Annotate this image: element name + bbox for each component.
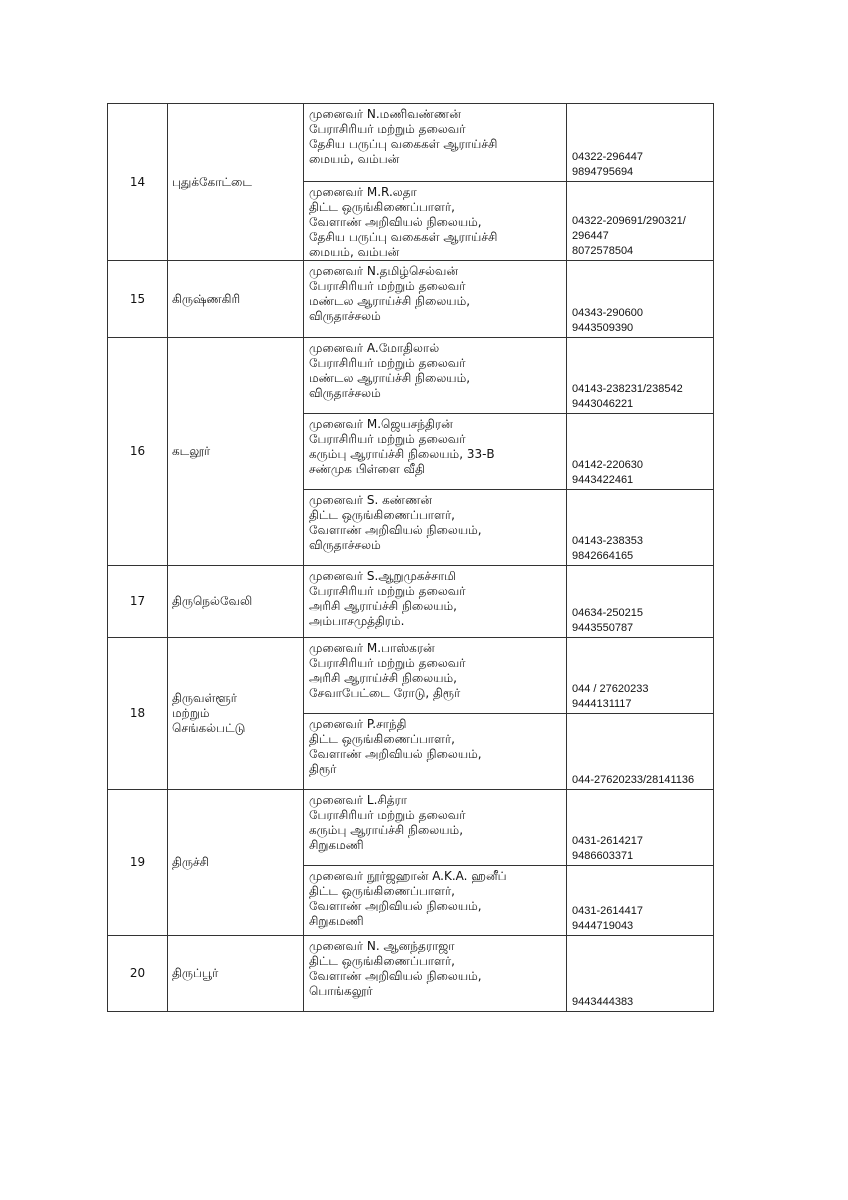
contact-line: திரூர் — [309, 762, 337, 776]
phone-numbers — [567, 414, 714, 490]
contact-line: தேசிய பருப்பு வகைகள் ஆராய்ச்சி — [309, 230, 498, 244]
district-name — [168, 790, 304, 936]
phone-number: 04322-296447 — [572, 151, 643, 163]
contact-line: கரும்பு ஆராய்ச்சி நிலையம், 33-B — [309, 447, 495, 461]
contact-line: வேளாண் அறிவியல் நிலையம், — [309, 969, 482, 983]
contact-line: முனைவர் S.ஆறுமுகச்சாமி — [309, 569, 456, 583]
district-name — [168, 936, 304, 1012]
contact-line: பேராசிரியர் மற்றும் தலைவர் — [309, 279, 466, 293]
contact-line: திட்ட ஒருங்கிணைப்பாளர், — [309, 954, 455, 968]
contact-line: முனைவர் N. ஆனந்தராஜா — [309, 939, 455, 953]
contact-line: பொங்கலூர் — [309, 984, 373, 998]
phone-numbers — [567, 338, 714, 414]
district-name — [168, 338, 304, 566]
district-line: புதுக்கோட்டை — [172, 174, 252, 189]
contact-details — [304, 790, 567, 866]
phone-numbers — [567, 790, 714, 866]
contact-line: வேளாண் அறிவியல் நிலையம், — [309, 747, 482, 761]
contact-line: முனைவர் P.சாந்தி — [309, 717, 407, 731]
contact-line: வேளாண் அறிவியல் நிலையம், — [309, 899, 482, 913]
table-row — [108, 566, 714, 638]
phone-numbers — [567, 936, 714, 1012]
phone-number: 0431-2614217 — [572, 835, 643, 847]
serial-number: 17 — [108, 566, 168, 638]
table-row — [108, 104, 714, 182]
contact-line: சண்முக பிள்ளை வீதி — [309, 462, 425, 476]
district-line: திருப்பூர் — [172, 966, 219, 980]
contact-line: பேராசிரியர் மற்றும் தலைவர் — [309, 808, 466, 822]
contact-line: மையம், வம்பன் — [309, 245, 400, 259]
contact-details — [304, 182, 567, 261]
district-line: கிருஷ்ணகிரி — [172, 291, 241, 306]
district-line: திருநெல்வேலி — [172, 594, 253, 608]
phone-numbers — [567, 866, 714, 936]
phone-number: 9486603371 — [572, 850, 634, 862]
phone-numbers — [567, 714, 714, 790]
district-line: திருவள்ளூர் — [172, 691, 237, 705]
contact-line: முனைவர் S. கண்ணன் — [309, 493, 432, 507]
phone-numbers — [567, 104, 714, 182]
phone-number: 04322-209691/290321/ — [572, 215, 686, 227]
district-name — [168, 104, 304, 261]
phone-number: 04343-290600 — [572, 307, 643, 319]
contact-line: முனைவர் A.மோதிலால் — [309, 341, 440, 355]
serial-number: 20 — [108, 936, 168, 1012]
phone-number: 9894795694 — [572, 166, 634, 178]
contact-details — [304, 414, 567, 490]
contact-details — [304, 866, 567, 936]
phone-number: 8072578504 — [572, 245, 634, 257]
table-row — [108, 338, 714, 414]
contact-line: முனைவர் நூர்ஜஹான் A.K.A. ஹனீப் — [309, 869, 507, 883]
contact-details — [304, 261, 567, 338]
contact-line: தேசிய பருப்பு வகைகள் ஆராய்ச்சி — [309, 137, 498, 151]
phone-number: 9842664165 — [572, 550, 634, 562]
contact-line: அரிசி ஆராய்ச்சி நிலையம், — [309, 671, 457, 685]
contact-line: சிறுகமணி — [309, 838, 364, 852]
district-line: செங்கல்பட்டு — [172, 721, 246, 735]
table-row — [108, 638, 714, 714]
contact-line: மையம், வம்பன் — [309, 152, 400, 166]
contact-line: பேராசிரியர் மற்றும் தலைவர் — [309, 656, 466, 670]
district-line: திருச்சி — [172, 855, 209, 869]
phone-number: 044-27620233/28141136 — [572, 774, 695, 786]
contact-line: மண்டல ஆராய்ச்சி நிலையம், — [309, 294, 471, 308]
phone-number: 9443046221 — [572, 398, 634, 410]
serial-number: 19 — [108, 790, 168, 936]
contact-line: முனைவர் M.R.லதா — [309, 185, 417, 199]
contact-line: திட்ட ஒருங்கிணைப்பாளர், — [309, 732, 455, 746]
contact-details — [304, 566, 567, 638]
phone-numbers — [567, 566, 714, 638]
phone-number: 9443422461 — [572, 474, 634, 486]
contact-line: சிறுகமணி — [309, 914, 364, 928]
phone-number: 9444719043 — [572, 920, 634, 932]
contact-line: சேவாபேட்டை ரோடு, திரூர் — [309, 686, 461, 700]
phone-number: 9443509390 — [572, 322, 634, 334]
phone-numbers — [567, 638, 714, 714]
contact-line: பேராசிரியர் மற்றும் தலைவர் — [309, 356, 466, 370]
serial-number: 16 — [108, 338, 168, 566]
contact-line: விருதாச்சலம் — [309, 538, 381, 552]
phone-numbers — [567, 182, 714, 261]
phone-number: 044 / 27620233 — [572, 683, 649, 695]
contacts-table-body — [108, 104, 714, 1012]
contact-line: மண்டல ஆராய்ச்சி நிலையம், — [309, 371, 471, 385]
phone-number: 04143-238353 — [572, 535, 643, 547]
phone-number: 296447 — [572, 230, 609, 242]
phone-number: 9444131117 — [572, 698, 632, 710]
contact-line: திட்ட ஒருங்கிணைப்பாளர், — [309, 508, 455, 522]
contact-line: பேராசிரியர் மற்றும் தலைவர் — [309, 122, 466, 136]
contact-line: அரிசி ஆராய்ச்சி நிலையம், — [309, 599, 457, 613]
contact-line: வேளாண் அறிவியல் நிலையம், — [309, 523, 482, 537]
contact-details — [304, 638, 567, 714]
contact-line: முனைவர் N.தமிழ்செல்வன் — [309, 264, 459, 278]
contact-details — [304, 490, 567, 566]
contact-line: விருதாச்சலம் — [309, 386, 381, 400]
table-row — [108, 936, 714, 1012]
contact-line: பேராசிரியர் மற்றும் தலைவர் — [309, 584, 466, 598]
phone-number: 04143-238231/238542 — [572, 383, 683, 395]
phone-number: 04634-250215 — [572, 607, 643, 619]
contacts-table — [107, 103, 714, 1012]
contact-line: முனைவர் M.ஜெயசந்திரன் — [309, 417, 453, 431]
contact-details — [304, 338, 567, 414]
phone-number: 04142-220630 — [572, 459, 643, 471]
contact-line: பேராசிரியர் மற்றும் தலைவர் — [309, 432, 466, 446]
contact-line: திட்ட ஒருங்கிணைப்பாளர், — [309, 884, 455, 898]
contact-details — [304, 104, 567, 182]
serial-number: 18 — [108, 638, 168, 790]
contact-line: முனைவர் N.மணிவண்ணன் — [309, 107, 461, 121]
phone-numbers — [567, 490, 714, 566]
phone-number: 0431-2614417 — [572, 905, 643, 917]
contact-line: கரும்பு ஆராய்ச்சி நிலையம், — [309, 823, 464, 837]
contact-line: திட்ட ஒருங்கிணைப்பாளர், — [309, 200, 455, 214]
contact-details — [304, 714, 567, 790]
contact-line: முனைவர் M.பாஸ்கரன் — [309, 641, 435, 655]
district-line: மற்றும் — [172, 706, 210, 720]
contact-line: அம்பாசமுத்திரம். — [309, 614, 405, 628]
phone-number: 9443550787 — [572, 622, 634, 634]
district-name — [168, 638, 304, 790]
district-line: கடலூர் — [172, 444, 211, 458]
district-name — [168, 566, 304, 638]
contact-line: முனைவர் L.சித்ரா — [309, 793, 408, 807]
table-row — [108, 790, 714, 866]
serial-number: 14 — [108, 104, 168, 261]
contact-details — [304, 936, 567, 1012]
contact-line: வேளாண் அறிவியல் நிலையம், — [309, 215, 482, 229]
phone-number: 9443444383 — [572, 996, 634, 1008]
district-name — [168, 261, 304, 338]
serial-number: 15 — [108, 261, 168, 338]
table-row — [108, 261, 714, 338]
phone-numbers — [567, 261, 714, 338]
contact-line: விருதாச்சலம் — [309, 309, 381, 323]
